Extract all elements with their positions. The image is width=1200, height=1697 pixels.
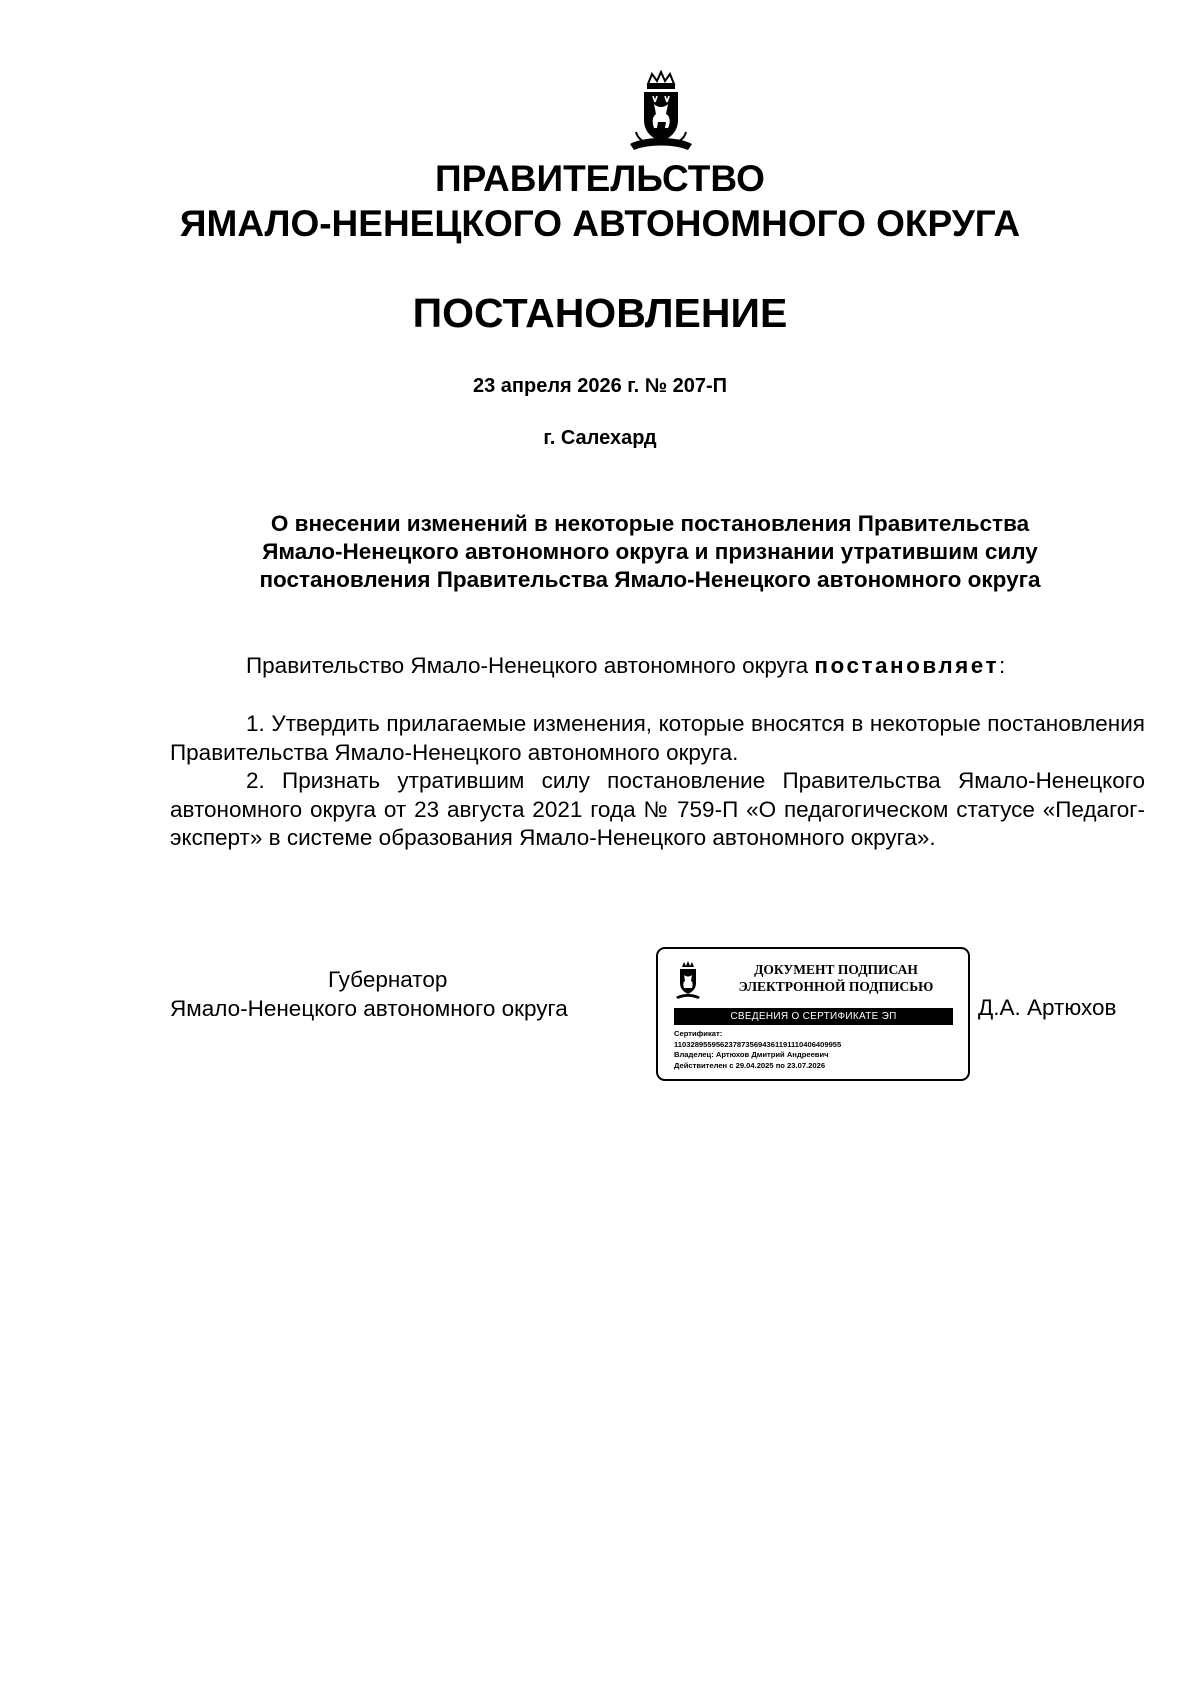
- stamp-validity: Действителен с 29.04.2025 по 23.07.2026: [674, 1060, 826, 1070]
- stamp-certificate-bar: СВЕДЕНИЯ О СЕРТИФИКАТЕ ЭП: [674, 1008, 953, 1025]
- stamp-heading: [722, 961, 950, 995]
- government-name-line-2: ЯМАЛО-НЕНЕЦКОГО АВТОНОМНОГО ОКРУГА: [179, 203, 1021, 244]
- preamble-keyword: постановляет: [814, 653, 1000, 678]
- document-date-number: 23 апреля 2026 г. № 207-П: [472, 375, 728, 397]
- signer-position-line-2: Ямало-Ненецкого автономного округа: [170, 995, 568, 1021]
- signer-position: [170, 966, 640, 1023]
- clause-item: 1. Утвердить прилагаемые изменения, которые вносятся в некоторые постановления Правительства Ямало-Ненецкого автономного округа.: [170, 711, 1145, 765]
- stamp-cert-label: Сертификат:: [674, 1029, 723, 1038]
- document-city: г. Салехард: [543, 427, 657, 449]
- document-subject: [170, 510, 1130, 594]
- clauses-list: [170, 710, 1145, 853]
- signer-name: Д.А. Артюхов: [978, 995, 1117, 1020]
- stamp-certificate-details: [674, 1029, 959, 1071]
- stamp-heading-line-1: ДОКУМЕНТ ПОДПИСАН: [754, 962, 918, 977]
- government-name-line-1: ПРАВИТЕЛЬСТВО: [435, 158, 765, 199]
- preamble-colon: :: [999, 653, 1006, 678]
- stamp-owner: Владелец: Артюхов Дмитрий Андреевич: [674, 1050, 829, 1059]
- subject-line-2: Ямало-Ненецкого автономного округа и признании утратившим силу: [262, 539, 1038, 564]
- document-type-title: ПОСТАНОВЛЕНИЕ: [412, 290, 788, 336]
- preamble-paragraph: [170, 652, 1145, 680]
- stamp-heading-line-2: ЭЛЕКТРОННОЙ ПОДПИСЬЮ: [738, 979, 934, 994]
- yamal-coat-of-arms-icon: [624, 70, 698, 152]
- government-name: [0, 156, 1200, 246]
- subject-line-3: постановления Правительства Ямало-Ненецкого автономного округа: [259, 567, 1041, 592]
- stamp-cert-number: 1103289559562378735694361191110406409955: [674, 1039, 842, 1049]
- yamal-coat-of-arms-small-icon: [674, 961, 702, 999]
- preamble-text: Правительство Ямало-Ненецкого автономного округа: [246, 653, 815, 678]
- signer-position-line-1: Губернатор: [328, 967, 448, 992]
- electronic-signature-stamp: [656, 947, 970, 1081]
- subject-line-1: О внесении изменений в некоторые постановления Правительства: [270, 511, 1030, 536]
- clause-item: 2. Признать утратившим силу постановление Правительства Ямало-Ненецкого автономного округа от 23 августа 2021 года № 759-П «О педагогическом статусе «Педагог-эксперт» в системе образования Ямало-Ненецкого автономного округа».: [170, 768, 1145, 850]
